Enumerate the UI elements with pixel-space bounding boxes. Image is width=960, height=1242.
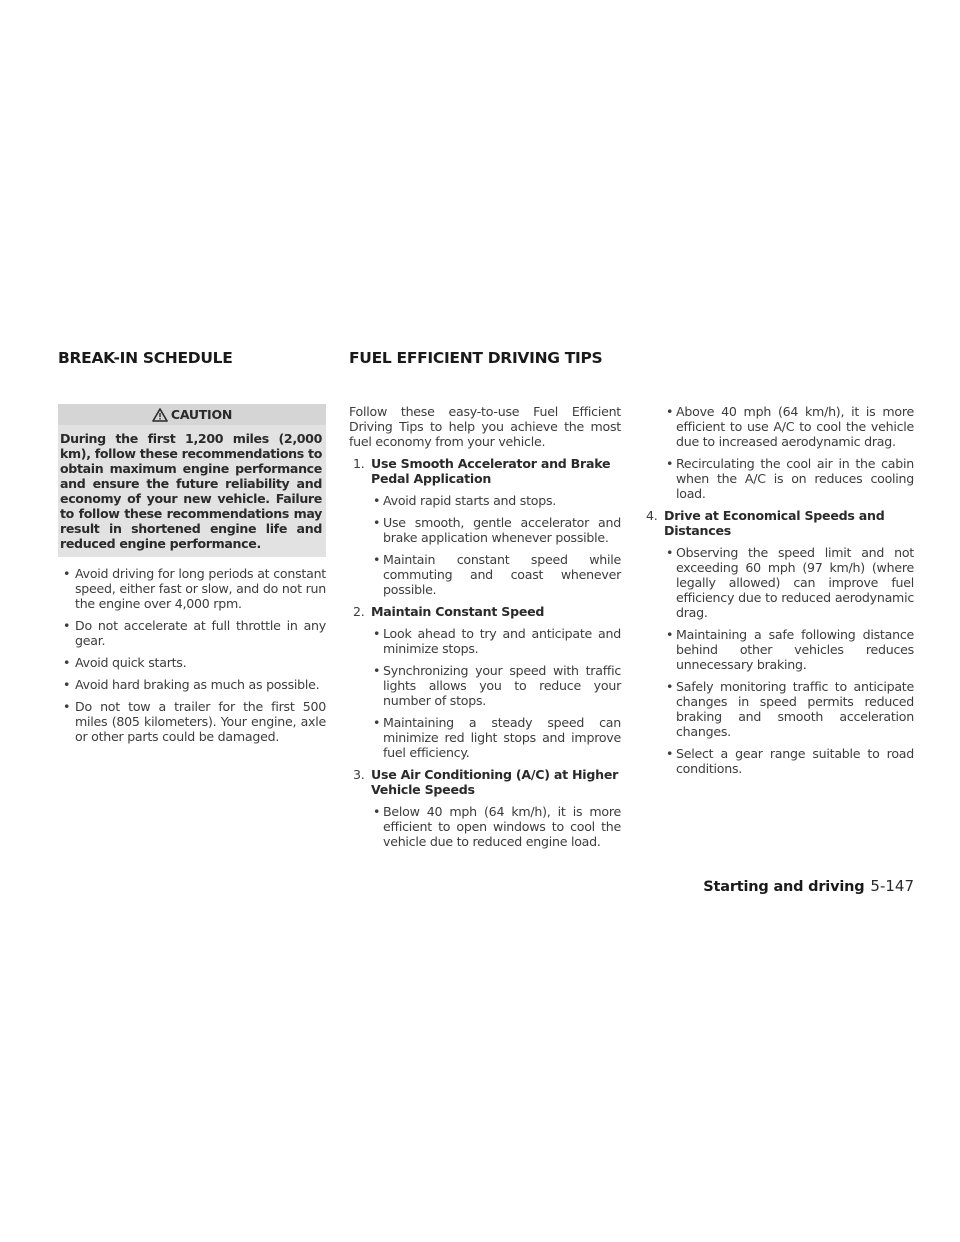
caution-header — [58, 404, 326, 425]
list-item: • Synchronizing your speed with traffic lights allows you to reduce your number of stops. — [373, 663, 621, 708]
list-item: • Maintaining a safe following distance behind other vehicles reduces unnecessary braking. — [666, 627, 914, 672]
list-item: • Look ahead to try and anticipate and minimize stops. — [373, 626, 621, 656]
list-item: • Avoid driving for long periods at constant speed, either fast or slow, and do not run the engine over 4,000 rpm. — [63, 566, 326, 611]
tip-heading-4: 4. Drive at Economical Speeds and Distances — [646, 508, 885, 538]
list-item: • Use smooth, gentle accelerator and brake application whenever possible. — [373, 515, 621, 545]
list-item: • Maintain constant speed while commuting and coast whenever possible. — [373, 552, 621, 597]
list-item: • Avoid hard braking as much as possible. — [63, 677, 320, 692]
list-item: • Avoid quick starts. — [63, 655, 187, 670]
section-heading-break-in: BREAK-IN SCHEDULE — [58, 349, 233, 367]
list-item: • Below 40 mph (64 km/h), it is more efficient to open windows to cool the vehicle due to reduced engine load. — [373, 804, 621, 849]
caution-text: During the first 1,200 miles (2,000 km), follow these recommendations to obtain maximum engine performance and ensure the future reliability and economy of your new vehicle. Failure to follow these recommendations may result in shortened engine life and reduced engine performance. — [60, 431, 322, 551]
page-footer — [703, 877, 914, 895]
list-item: • Safely monitoring traffic to anticipate changes in speed permits reduced braking and smooth acceleration changes. — [666, 679, 914, 739]
footer-section-title: Starting and driving — [703, 879, 865, 895]
tip-heading-1: 1. Use Smooth Accelerator and Brake Pedal Application — [353, 456, 611, 486]
break-in-list — [58, 566, 326, 744]
caution-box — [58, 404, 326, 557]
list-item: • Do not accelerate at full throttle in any gear. — [63, 618, 326, 648]
list-item: • Avoid rapid starts and stops. — [373, 493, 557, 508]
warning-triangle-icon — [152, 408, 168, 422]
break-in-column — [58, 404, 326, 751]
section-heading-fuel-tips: FUEL EFFICIENT DRIVING TIPS — [349, 349, 603, 367]
tip-heading-2: 2. Maintain Constant Speed — [353, 604, 545, 619]
list-item: • Recirculating the cool air in the cabin when the A/C is on reduces cooling load. — [666, 456, 914, 501]
caution-label: CAUTION — [170, 407, 233, 422]
list-item: • Observing the speed limit and not exceeding 60 mph (97 km/h) (where legally allowed) can improve fuel efficiency due to reduced aerodynamic drag. — [666, 545, 914, 620]
list-item: • Do not tow a trailer for the first 500 miles (805 kilometers). Your engine, axle or other parts could be damaged. — [63, 699, 326, 744]
fuel-tips-column-2 — [642, 404, 914, 783]
page-number: 5-147 — [870, 877, 914, 895]
list-item: • Above 40 mph (64 km/h), it is more efficient to use A/C to cool the vehicle due to increased aerodynamic drag. — [666, 404, 914, 449]
list-item: • Maintaining a steady speed can minimize red light stops and improve fuel efficiency. — [373, 715, 621, 760]
fuel-tips-intro: Follow these easy-to-use Fuel Efficient Driving Tips to help you achieve the most fuel economy from your vehicle. — [349, 404, 621, 449]
fuel-tips-column-1 — [349, 404, 621, 856]
list-item: • Select a gear range suitable to road conditions. — [666, 746, 914, 776]
tip-heading-3: 3. Use Air Conditioning (A/C) at Higher Vehicle Speeds — [353, 767, 619, 797]
